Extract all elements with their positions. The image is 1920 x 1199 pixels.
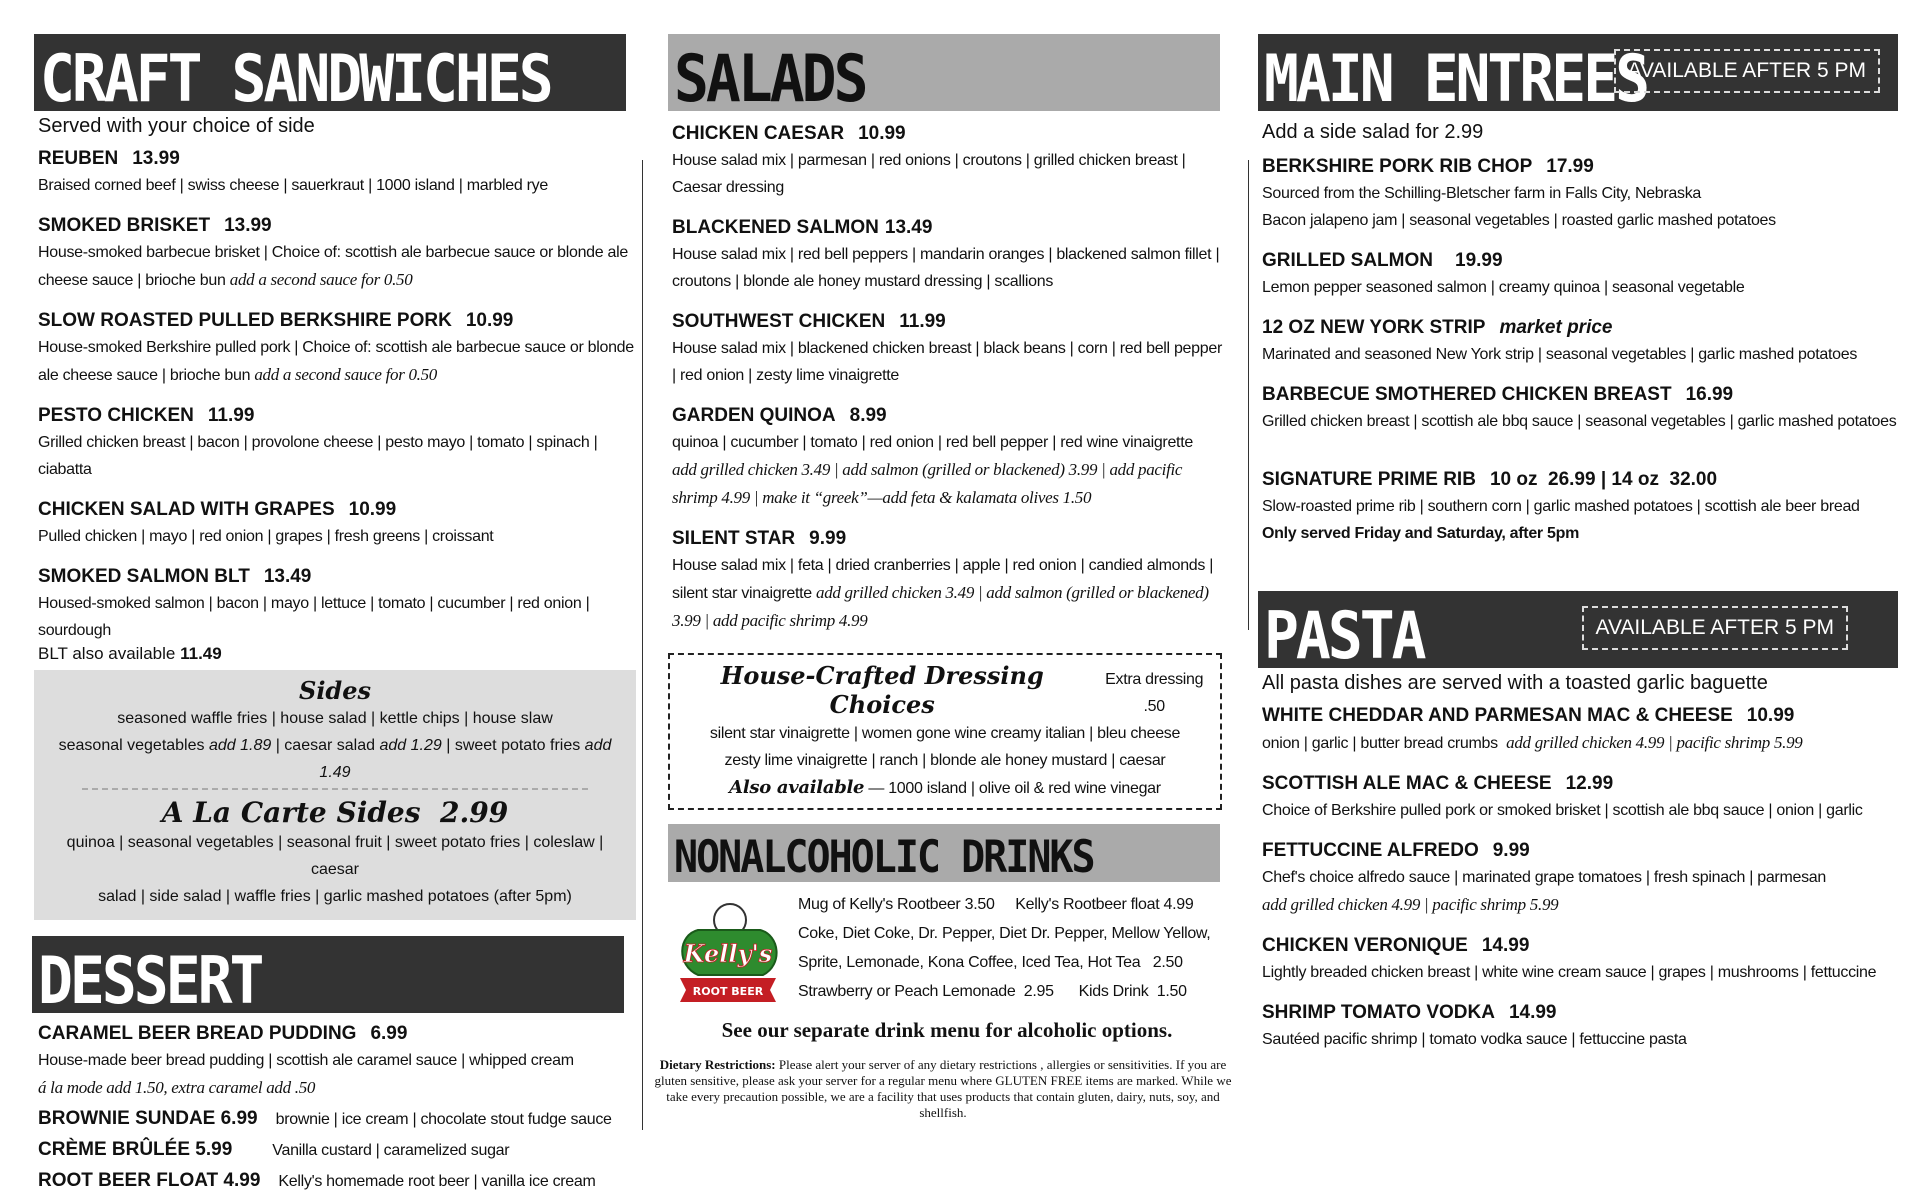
item-description: Chef's choice alfredo sauce | marinated grape tomatoes | fresh spinach | parmesan bbox=[1262, 869, 1826, 886]
sandwiches-title: CRAFT SANDWICHES bbox=[40, 40, 551, 117]
item-price: 12.99 bbox=[1565, 773, 1614, 794]
item-description: Slow-roasted prime rib | southern corn | garlic mashed potatoes | scottish ale beer bread bbox=[1262, 498, 1860, 515]
item-extra: add grilled chicken 4.99 | pacific shrimp 5.99 bbox=[1262, 895, 1559, 914]
item-name: SILENT STAR bbox=[672, 528, 796, 549]
sides-title: Sides bbox=[298, 676, 371, 705]
menu-item bbox=[38, 1168, 638, 1195]
menu-item bbox=[1262, 154, 1898, 234]
side-item: | caesar salad bbox=[275, 737, 376, 754]
item-note: Only served Friday and Saturday, after 5pm bbox=[1262, 525, 1579, 542]
item-extra: á la mode add 1.50, extra caramel add .50 bbox=[38, 1078, 316, 1097]
item-price: 10.99 bbox=[858, 123, 906, 144]
sides-box bbox=[34, 670, 636, 920]
menu-item bbox=[38, 1137, 638, 1164]
blt-note: BLT also available bbox=[38, 644, 176, 663]
item-name: FETTUCCINE ALFREDO bbox=[1262, 840, 1479, 861]
menu-item bbox=[1262, 771, 1898, 824]
item-description: Braised corned beef | swiss cheese | sauerkraut | 1000 island | marbled rye bbox=[38, 177, 548, 194]
item-price: 19.99 bbox=[1455, 250, 1503, 271]
column-left bbox=[34, 34, 638, 1199]
also-available-label: Also available bbox=[729, 777, 865, 798]
column-divider-right bbox=[1248, 160, 1249, 630]
menu-item bbox=[38, 564, 638, 664]
item-price: 11.99 bbox=[207, 405, 255, 426]
item-price: 10.99 bbox=[465, 310, 514, 331]
item-name: SMOKED SALMON BLT bbox=[38, 566, 250, 587]
item-name: BROWNIE SUNDAE 6.99 bbox=[38, 1108, 258, 1129]
logo-text-bottom: ROOT BEER bbox=[692, 985, 764, 998]
menu-item bbox=[672, 309, 1226, 389]
menu-item bbox=[672, 526, 1226, 635]
availability-badge: AVAILABLE AFTER 5 PM bbox=[1582, 606, 1848, 650]
menu-item bbox=[38, 497, 638, 550]
item-description: Sourced from the Schilling-Bletscher farm in Falls City, Nebraska bbox=[1262, 185, 1702, 202]
item-price: 14.99 bbox=[1508, 1002, 1557, 1023]
item-name: GARDEN QUINOA bbox=[672, 405, 836, 426]
salads-header bbox=[668, 34, 1220, 117]
pasta-title: PASTA bbox=[1264, 597, 1424, 674]
item-price: 16.99 bbox=[1685, 384, 1734, 405]
menu-item bbox=[672, 403, 1226, 512]
item-price: 14.99 bbox=[1481, 935, 1530, 956]
item-price: market price bbox=[1499, 317, 1613, 338]
item-name: BERKSHIRE PORK RIB CHOP bbox=[1262, 156, 1533, 177]
item-price: 10 oz 26.99 | 14 oz 32.00 bbox=[1489, 469, 1718, 490]
dressing-line: zesty lime vinaigrette | ranch | blonde ale honey mustard | caesar bbox=[724, 752, 1166, 769]
menu-item bbox=[1262, 248, 1898, 301]
item-name: CRÈME BRÛLÉE 5.99 bbox=[38, 1139, 233, 1160]
drinks-title: NONALCOHOLIC DRINKS bbox=[674, 831, 1094, 884]
item-price: 10.99 bbox=[1746, 705, 1795, 726]
item-description: Kelly's homemade root beer | vanilla ice cream bbox=[278, 1173, 596, 1190]
item-price: 13.99 bbox=[132, 148, 180, 169]
item-extra: add grilled chicken 3.49 | add salmon (grilled or blackened) 3.99 | add pacific shrimp 4.99 bbox=[672, 583, 1209, 630]
item-name: SIGNATURE PRIME RIB bbox=[1262, 469, 1476, 490]
item-description: Housed-smoked salmon | bacon | mayo | lettuce | tomato | cucumber | red onion | sourdough bbox=[38, 595, 590, 639]
item-price: 6.99 bbox=[370, 1023, 408, 1044]
sides-line: seasoned waffle fries | house salad | kettle chips | house slaw bbox=[117, 710, 553, 727]
menu-item bbox=[672, 215, 1226, 295]
salads-title: SALADS bbox=[674, 40, 866, 117]
menu-item bbox=[38, 308, 638, 389]
item-description: Grilled chicken breast | bacon | provolone cheese | pesto mayo | tomato | spinach | ciabatta bbox=[38, 434, 598, 478]
dessert-header bbox=[32, 936, 624, 1019]
side-item: | sweet potato fries bbox=[446, 737, 581, 754]
menu-item bbox=[38, 403, 638, 483]
item-name: GRILLED SALMON bbox=[1262, 250, 1433, 271]
item-price: 13.99 bbox=[224, 215, 272, 236]
item-name: SMOKED BRISKET bbox=[38, 215, 211, 236]
item-description: House-smoked Berkshire pulled pork | Choice of: scottish ale barbecue sauce or blonde ale cheese sauce | brioche bun bbox=[38, 339, 634, 384]
item-name: ROOT BEER FLOAT 4.99 bbox=[38, 1170, 261, 1191]
menu-item bbox=[1262, 1000, 1898, 1053]
dietary-text: Please alert your server of any dietary restrictions , allergies or sensitivities. If you are gluten sensitive, please ask your server for a regular menu where GLUTEN FREE items are marked. While we take every precaution possible, we are a facility that uses products that contain gluten, dairy, nuts, soy, and shellfish. bbox=[654, 1057, 1232, 1120]
sandwiches-header bbox=[34, 34, 626, 117]
item-name: CHICKEN VERONIQUE bbox=[1262, 935, 1468, 956]
item-description: Bacon jalapeno jam | seasonal vegetables | roasted garlic mashed potatoes bbox=[1262, 212, 1776, 229]
sides-line-prices bbox=[42, 732, 628, 786]
column-right bbox=[1258, 34, 1898, 1067]
menu-item bbox=[38, 1021, 638, 1102]
item-extra: add a second sauce for 0.50 bbox=[229, 270, 413, 289]
menu-item bbox=[38, 146, 638, 199]
drink-line: Sprite, Lemonade, Kona Coffee, Iced Tea, Hot Tea 2.50 bbox=[798, 954, 1183, 971]
dressing-extra: Extra dressing .50 bbox=[1105, 671, 1204, 715]
item-description: Marinated and seasoned New York strip | seasonal vegetables | garlic mashed potatoes bbox=[1262, 346, 1858, 363]
item-price: 9.99 bbox=[1492, 840, 1530, 861]
drink-line: Strawberry or Peach Lemonade 2.95 Kids Drink 1.50 bbox=[798, 983, 1187, 1000]
alacarte-price: 2.99 bbox=[440, 796, 509, 829]
item-name: SCOTTISH ALE MAC & CHEESE bbox=[1262, 773, 1552, 794]
dietary-notice bbox=[648, 1057, 1238, 1121]
kellys-root-beer-logo-icon bbox=[668, 890, 788, 1008]
item-description: Lemon pepper seasoned salmon | creamy quinoa | seasonal vegetable bbox=[1262, 279, 1745, 296]
menu-item bbox=[1262, 933, 1898, 986]
item-name: SLOW ROASTED PULLED BERKSHIRE PORK bbox=[38, 310, 452, 331]
item-description: House salad mix | parmesan | red onions | croutons | grilled chicken breast | Caesar dressing bbox=[672, 152, 1186, 196]
item-name: CHICKEN CAESAR bbox=[672, 123, 845, 144]
drink-line: Coke, Diet Coke, Dr. Pepper, Diet Dr. Pepper, Mellow Yellow, bbox=[798, 925, 1211, 942]
item-name: REUBEN bbox=[38, 148, 119, 169]
item-description: Lightly breaded chicken breast | white wine cream sauce | grapes | mushrooms | fettuccine bbox=[1262, 964, 1877, 981]
item-description: House salad mix | red bell peppers | mandarin oranges | blackened salmon fillet | croutons | blonde ale honey mustard dressing | scallions bbox=[672, 246, 1220, 290]
item-name: PESTO CHICKEN bbox=[38, 405, 194, 426]
column-middle bbox=[654, 34, 1232, 1121]
menu-item bbox=[672, 121, 1226, 201]
item-description: Vanilla custard | caramelized sugar bbox=[272, 1142, 510, 1159]
menu-item bbox=[38, 213, 638, 294]
alacarte-line: salad | side salad | waffle fries | garlic mashed potatoes (after 5pm) bbox=[98, 888, 572, 905]
item-name: WHITE CHEDDAR AND PARMESAN MAC & CHEESE bbox=[1262, 705, 1733, 726]
item-extra: add grilled chicken 3.49 | add salmon (grilled or blackened) 3.99 | add pacific shrimp 4.99 | make it “greek”—add feta & kalamata olives 1.50 bbox=[672, 460, 1183, 507]
dietary-label: Dietary Restrictions: bbox=[659, 1057, 776, 1072]
column-divider-left bbox=[642, 160, 643, 1130]
item-price: 10.99 bbox=[348, 499, 397, 520]
item-name: CHICKEN SALAD WITH GRAPES bbox=[38, 499, 335, 520]
item-description: Pulled chicken | mayo | red onion | grapes | fresh greens | croissant bbox=[38, 528, 494, 545]
drinks-header bbox=[668, 824, 1220, 882]
availability-badge: AVAILABLE AFTER 5 PM bbox=[1614, 49, 1880, 93]
item-description: Sautéed pacific shrimp | tomato vodka sauce | fettuccine pasta bbox=[1262, 1031, 1687, 1048]
pasta-header bbox=[1258, 591, 1898, 674]
item-description: House salad mix | blackened chicken breast | black beans | corn | red bell pepper | red onion | zesty lime vinaigrette bbox=[672, 340, 1222, 384]
side-item: seasonal vegetables bbox=[58, 737, 205, 754]
item-name: 12 OZ NEW YORK STRIP bbox=[1262, 317, 1486, 338]
dressing-title: House-Crafted Dressing Choices bbox=[720, 661, 1044, 719]
item-name: BARBECUE SMOTHERED CHICKEN BREAST bbox=[1262, 384, 1672, 405]
menu-item bbox=[1262, 382, 1898, 435]
item-name: SHRIMP TOMATO VODKA bbox=[1262, 1002, 1495, 1023]
dressing-line: silent star vinaigrette | women gone wine creamy italian | bleu cheese bbox=[709, 725, 1181, 742]
item-description: brownie | ice cream | chocolate stout fudge sauce bbox=[275, 1111, 612, 1128]
item-description: onion | garlic | butter bread crumbs bbox=[1262, 735, 1498, 752]
item-name: BLACKENED SALMON bbox=[672, 217, 879, 238]
side-price: add 1.49 bbox=[319, 737, 612, 781]
also-available-text: — 1000 island | olive oil & red wine vinegar bbox=[868, 780, 1161, 797]
menu-item bbox=[1262, 315, 1898, 368]
divider bbox=[82, 788, 588, 790]
drinks-list bbox=[798, 890, 1210, 1008]
item-price: 13.49 bbox=[263, 566, 312, 587]
item-description: Grilled chicken breast | scottish ale bbq sauce | seasonal vegetables | garlic mashed potatoes bbox=[1262, 413, 1897, 430]
item-extra: add grilled chicken 4.99 | pacific shrimp 5.99 bbox=[1506, 733, 1803, 752]
dessert-title: DESSERT bbox=[38, 942, 262, 1019]
drink-line: Mug of Kelly's Rootbeer 3.50 Kelly's Rootbeer float 4.99 bbox=[798, 896, 1194, 913]
entrees-title: MAIN ENTREES bbox=[1264, 40, 1648, 117]
item-extra: add a second sauce for 0.50 bbox=[254, 365, 438, 384]
item-description: quinoa | cucumber | tomato | red onion | red bell pepper | red wine vinaigrette bbox=[672, 434, 1193, 451]
menu-item bbox=[1262, 703, 1898, 757]
item-description: House-smoked barbecue brisket | Choice of: scottish ale barbecue sauce or blonde ale cheese sauce | brioche bun bbox=[38, 244, 628, 289]
item-price: 9.99 bbox=[809, 528, 847, 549]
entrees-header bbox=[1258, 34, 1898, 117]
drinks-section bbox=[668, 890, 1226, 1008]
alacarte-title: A La Carte Sides bbox=[161, 796, 421, 829]
logo-text-top: Kelly's bbox=[683, 939, 773, 968]
alacarte-line: quinoa | seasonal vegetables | seasonal fruit | sweet potato fries | coleslaw | caesar bbox=[66, 834, 604, 878]
item-description: House salad mix | feta | dried cranberries | apple | red onion | candied almonds | silent star vinaigrette bbox=[672, 557, 1214, 602]
blt-price: 11.49 bbox=[180, 644, 222, 663]
item-name: CARAMEL BEER BREAD PUDDING bbox=[38, 1023, 357, 1044]
item-description: Choice of Berkshire pulled pork or smoked brisket | scottish ale bbq sauce | onion | garlic bbox=[1262, 802, 1863, 819]
item-description: House-made beer bread pudding | scottish ale caramel sauce | whipped cream bbox=[38, 1052, 574, 1069]
menu-item bbox=[1262, 838, 1898, 919]
dressing-box bbox=[668, 653, 1222, 810]
item-price: 13.49 bbox=[884, 217, 933, 238]
entrees-subtitle: Add a side salad for 2.99 bbox=[1262, 121, 1484, 143]
item-name: SOUTHWEST CHICKEN bbox=[672, 311, 886, 332]
item-price: 11.99 bbox=[899, 311, 946, 332]
menu-item bbox=[38, 1106, 638, 1133]
item-price: 17.99 bbox=[1546, 156, 1594, 177]
sandwiches-subtitle: Served with your choice of side bbox=[38, 115, 315, 137]
pasta-subtitle: All pasta dishes are served with a toasted garlic baguette bbox=[1262, 672, 1768, 694]
side-price: add 1.29 bbox=[379, 737, 442, 754]
side-price: add 1.89 bbox=[208, 737, 272, 754]
item-price: 8.99 bbox=[849, 405, 887, 426]
menu-item bbox=[1262, 467, 1898, 547]
alcohol-note: See our separate drink menu for alcoholic options. bbox=[721, 1018, 1173, 1042]
